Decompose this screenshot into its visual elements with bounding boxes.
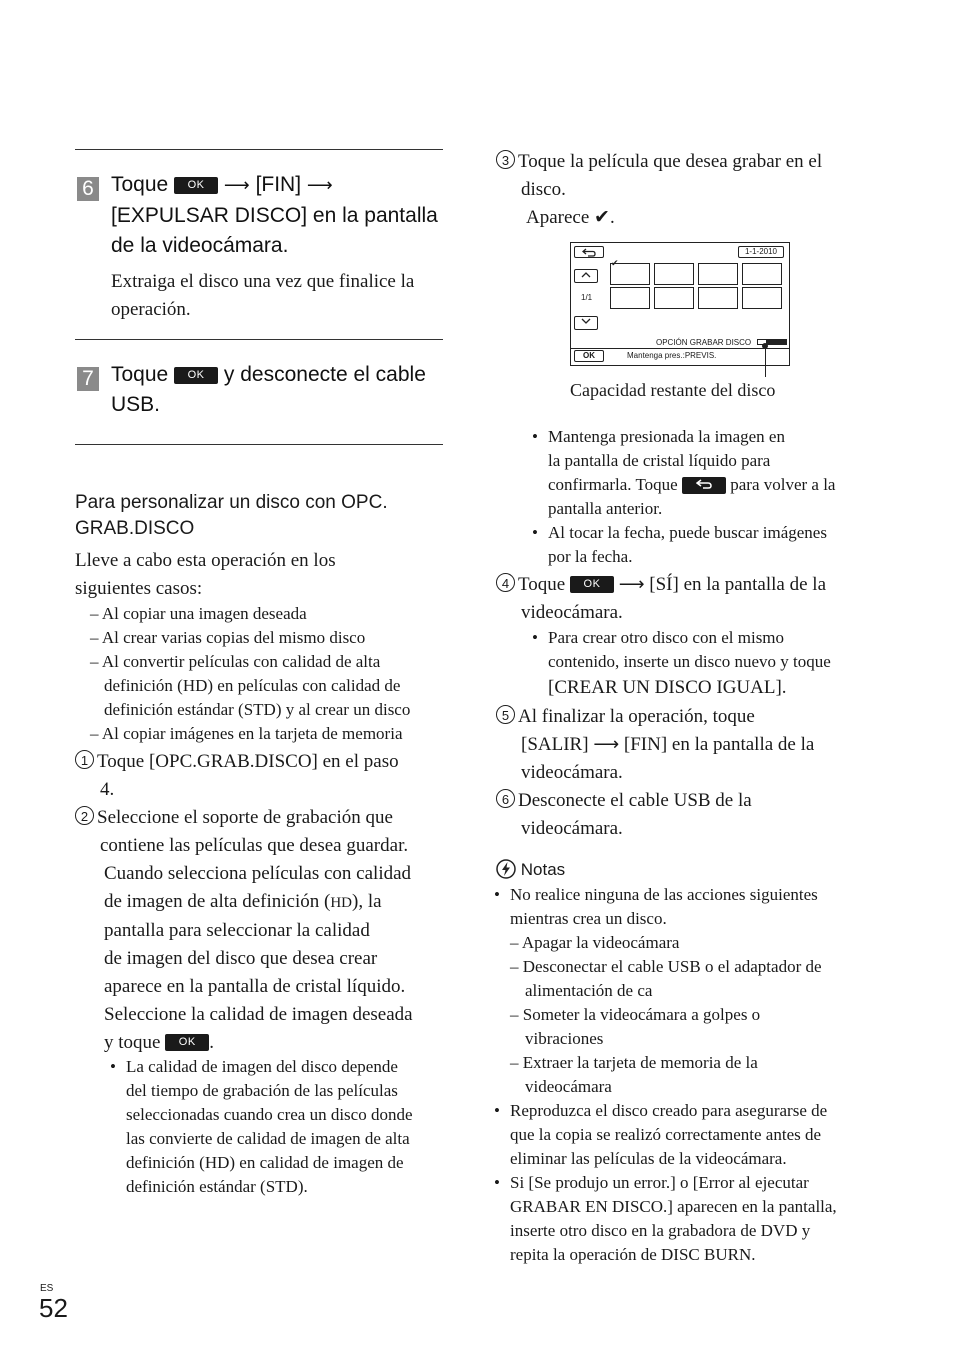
rule-bottom (75, 444, 443, 445)
divider (571, 348, 789, 349)
ok-button: OK (174, 367, 218, 384)
page-number: 52 (39, 1293, 68, 1323)
arrow-icon: ⟶ (223, 175, 250, 196)
lcd-caption: Capacidad restante del disco (570, 380, 776, 400)
substep-3-notes: • Mantenga presionada la imagen en la pantalla de cristal líquido para confirmarla. Toque para volver a la pantalla anterior. • Al tocar la fecha, puede buscar imágenes por la fecha. (532, 427, 836, 566)
thumbnail (742, 263, 782, 285)
back-arrow-icon (582, 248, 596, 257)
caution-icon (496, 859, 516, 879)
hold-text: Mantenga pres.:PREVIS. (627, 351, 717, 360)
step-6-body: Extraiga el disco una vez que finalice la operación. (111, 271, 415, 320)
thumbnail (698, 287, 738, 309)
lcd-ok-button: OK (574, 350, 604, 362)
thumbnail (610, 263, 650, 285)
rule-top (75, 149, 443, 150)
hd-mark: HD (330, 895, 352, 911)
intro-text: Lleve a cabo esta operación en los siguientes casos: (75, 550, 336, 599)
substep-1: 1 Toque [OPC.GRAB.DISCO] en el paso 4. (75, 748, 455, 804)
substep-6: 6 Desconecte el cable USB de la videocámara. (496, 787, 876, 843)
date-button: 1-1-2010 (738, 246, 784, 258)
substep-4-note: • Para crear otro disco con el mismo contenido, inserte un disco nuevo y toque [CREAR UN DISCO IGUAL]. (532, 628, 831, 698)
arrow-icon: ⟶ (593, 734, 620, 755)
back-button (574, 246, 604, 258)
list-item: – Al convertir películas con calidad de alta (90, 652, 381, 671)
substep-2-note: • La calidad de imagen del disco depende del tiempo de grabación de las películas seleccionadas cuando crea un disco donde las convierte de calidad de imagen de alta definición (HD) en calidad de imagen de definición estándar (STD). (110, 1057, 413, 1196)
circle-number: 5 (496, 705, 515, 724)
cases-list (90, 602, 450, 746)
step-7-heading: Toque OK y desconecte el cable USB. (111, 363, 426, 416)
thumbnail (698, 263, 738, 285)
ok-button: OK (570, 576, 614, 593)
check-icon: ✔ (611, 258, 619, 268)
thumbnail (742, 287, 782, 309)
callout-line (765, 345, 766, 377)
substep-3: 3 Toque la película que desea grabar en el disco. Aparece ✔. (496, 148, 876, 232)
arrow-icon: ⟶ (618, 574, 645, 595)
check-icon: ✔ (594, 207, 610, 228)
step-7-number: 7 (77, 367, 99, 391)
substep-2: 2 Seleccione el soporte de grabación que contiene las películas que desea guardar. Cuando selecciona películas con calidad de imagen de alta definición (HD), la pantalla para seleccionar la calidad de imagen del disco que desea crear aparece en la pantalla de cristal líquido. Seleccione la calidad de imagen deseada y toque OK . (75, 804, 455, 1057)
language-code: ES (40, 1283, 54, 1294)
thumbnail (654, 287, 694, 309)
circle-number: 1 (75, 750, 94, 769)
step-6-number: 6 (77, 177, 99, 201)
chevron-down-icon (581, 318, 591, 325)
substep-4: 4 Toque OK ⟶ [SÍ] en la pantalla de la videocámara. (496, 571, 876, 627)
notes-heading: Notas (496, 858, 565, 882)
ok-button: OK (165, 1034, 209, 1051)
option-label: OPCIÓN GRABAR DISCO (656, 338, 752, 347)
thumbnail (654, 263, 694, 285)
thumbnail (610, 287, 650, 309)
list-item: definición estándar (STD) y al crear un disco (104, 700, 411, 719)
lcd-screen (570, 242, 790, 366)
list-item: – Al crear varias copias del mismo disco (90, 628, 366, 647)
callout-dot (762, 343, 768, 349)
list-item: definición (HD) en películas con calidad de (104, 676, 401, 695)
ok-button: OK (174, 177, 218, 194)
page-indicator: 1/1 (581, 293, 593, 302)
notes-list: • No realice ninguna de las acciones siguientes mientras crea un disco. – Apagar la videocámara – Desconectar el cable USB o el adaptador de alimentación de ca – Someter la videocámara a golpes o vibraciones – Extraer la tarjeta de memoria de la videocámara • Reproduzca el disco creado para asegurarse de que la copia se realizó correctamente antes de eliminar las películas de la videocámara. • Si [Se produjo un error.] o [Error al ejecutar GRABAR EN DISCO.] aparecen en la pantalla, inserte otro disco en la grabadora de DVD y repita la operación de DISC BURN. (494, 885, 837, 1264)
subheading: Para personalizar un disco con OPC. GRAB.DISCO (75, 492, 388, 539)
circle-number: 2 (75, 806, 94, 825)
circle-number: 3 (496, 150, 515, 169)
list-item: – Al copiar imágenes en la tarjeta de memoria (90, 724, 403, 743)
arrow-icon: ⟶ (306, 175, 333, 196)
list-item: – Al copiar una imagen deseada (90, 604, 307, 623)
rule-mid (75, 339, 443, 340)
substep-5: 5 Al finalizar la operación, toque [SALIR] ⟶ [FIN] en la pantalla de la videocámara. (496, 703, 876, 787)
circle-number: 4 (496, 573, 515, 592)
back-button-icon (682, 477, 726, 494)
scroll-down-button (574, 316, 598, 330)
circle-number: 6 (496, 789, 515, 808)
scroll-up-button (574, 269, 598, 283)
step-6-heading: Toque OK ⟶ [FIN] ⟶ [EXPULSAR DISCO] en la pantalla de la videocámara. (111, 173, 438, 257)
chevron-up-icon (581, 271, 591, 278)
